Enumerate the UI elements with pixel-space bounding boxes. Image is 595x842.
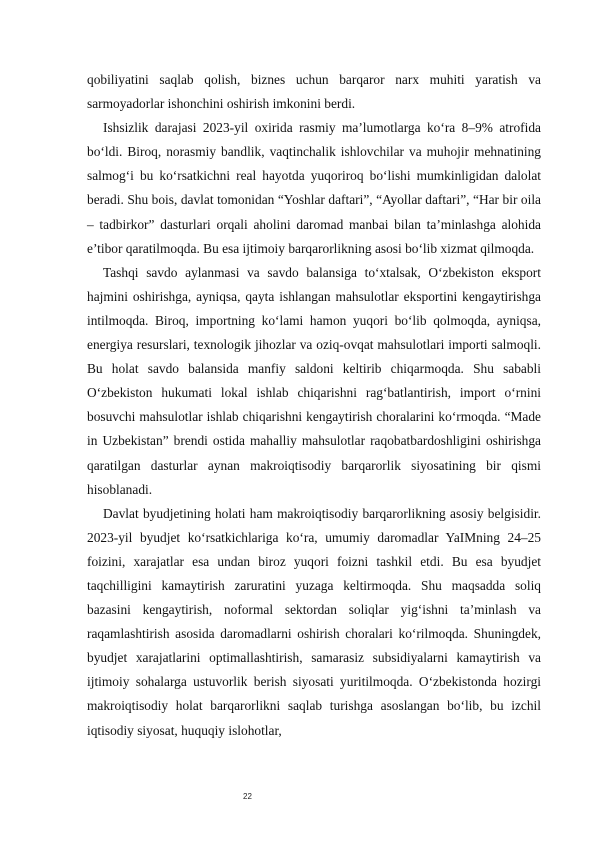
paragraph-foreign-trade: Tashqi savdo aylanmasi va savdo balansiga to‘xtalsak, O‘zbekiston eksport hajmini oshirishga, ayniqsa, qayta ishlangan mahsulotlar eksportini kengaytirishga intilmoqda. Biroq, importning ko‘lami hamon yuqori bo‘lib qolmoqda, ayniqsa, energiya resurslari, texnologik jihozlar va oziq-ovqat mahsulotlari importi salmoqli. Bu holat savdo balansida manfiy saldoni keltirib chiqarmoqda. Shu sababli O‘zbekiston hukumati lokal ishlab chiqarishni rag‘batlantirish, import o‘rnini bosuvchi mahsulotlar ishlab chiqarishni kengaytirish choralarini ko‘rmoqda. “Made in Uzbekistan” brendi ostida mahalliy mahsulotlar raqobatbardoshligini oshirishga qaratilgan dasturlar aynan makroiqtisodiy barqarorlik siyosatining bir qismi hisoblanadi. — [87, 264, 541, 497]
paragraph-state-budget: Davlat byudjetining holati ham makroiqtisodiy barqarorlikning asosiy belgisidir. 2023-yil byudjet ko‘rsatkichlariga ko‘ra, umumiy daromadlar YaIMning 24–25 foizini, xarajatlar esa undan biroz yuqori foizni tashkil etdi. Bu esa byudjet taqchilligini kamaytirish zaruratini yuzaga keltirmoqda. Shu maqsadda soliq bazasini kengaytirish, noformal sektordan soliqlar yig‘ishni ta’minlash va raqamlashtirish asosida daromadlarni oshirish choralari ko‘rilmoqda. Shuningdek, byudjet xarajatlarini optimallashtirish, samarasiz subsidiyalarni kamaytirish va ijtimoiy sohalarga ustuvorlik berish siyosati yuritilmoqda. O‘zbekistonda hozirgi makroiqtisodiy holat barqarorlikni saqlab turishga asoslangan bo‘lib, bu izchil iqtisodiy siyosat, huquqiy islohotlar, — [87, 505, 541, 738]
document-page — [87, 68, 541, 743]
paragraph-unemployment: Ishsizlik darajasi 2023-yil oxirida rasmiy ma’lumotlarga ko‘ra 8–9% atrofida bo‘ldi. Biroq, norasmiy bandlik, vaqtinchalik ishlovchilar va muhojir mehnatining salmog‘i bu ko‘rsatkichni real hayotda yuqoriroq bo‘lishi mumkinligidan dalolat beradi. Shu bois, davlat tomonidan “Yoshlar daftari”, “Ayollar daftari”, “Har bir oila – tadbirkor” dasturlari orqali aholini daromad manbai bilan ta’minlashga alohida e’tibor qaratilmoqda. Bu esa ijtimoiy barqarorlikning asosi bo‘lib xizmat qilmoqda. — [87, 120, 541, 256]
paragraph-continuation: qobiliyatini saqlab qolish, biznes uchun barqaror narx muhiti yaratish va sarmoyadorlar ishonchini oshirish imkonini berdi. — [87, 72, 541, 112]
page-number: 22 — [243, 792, 252, 801]
